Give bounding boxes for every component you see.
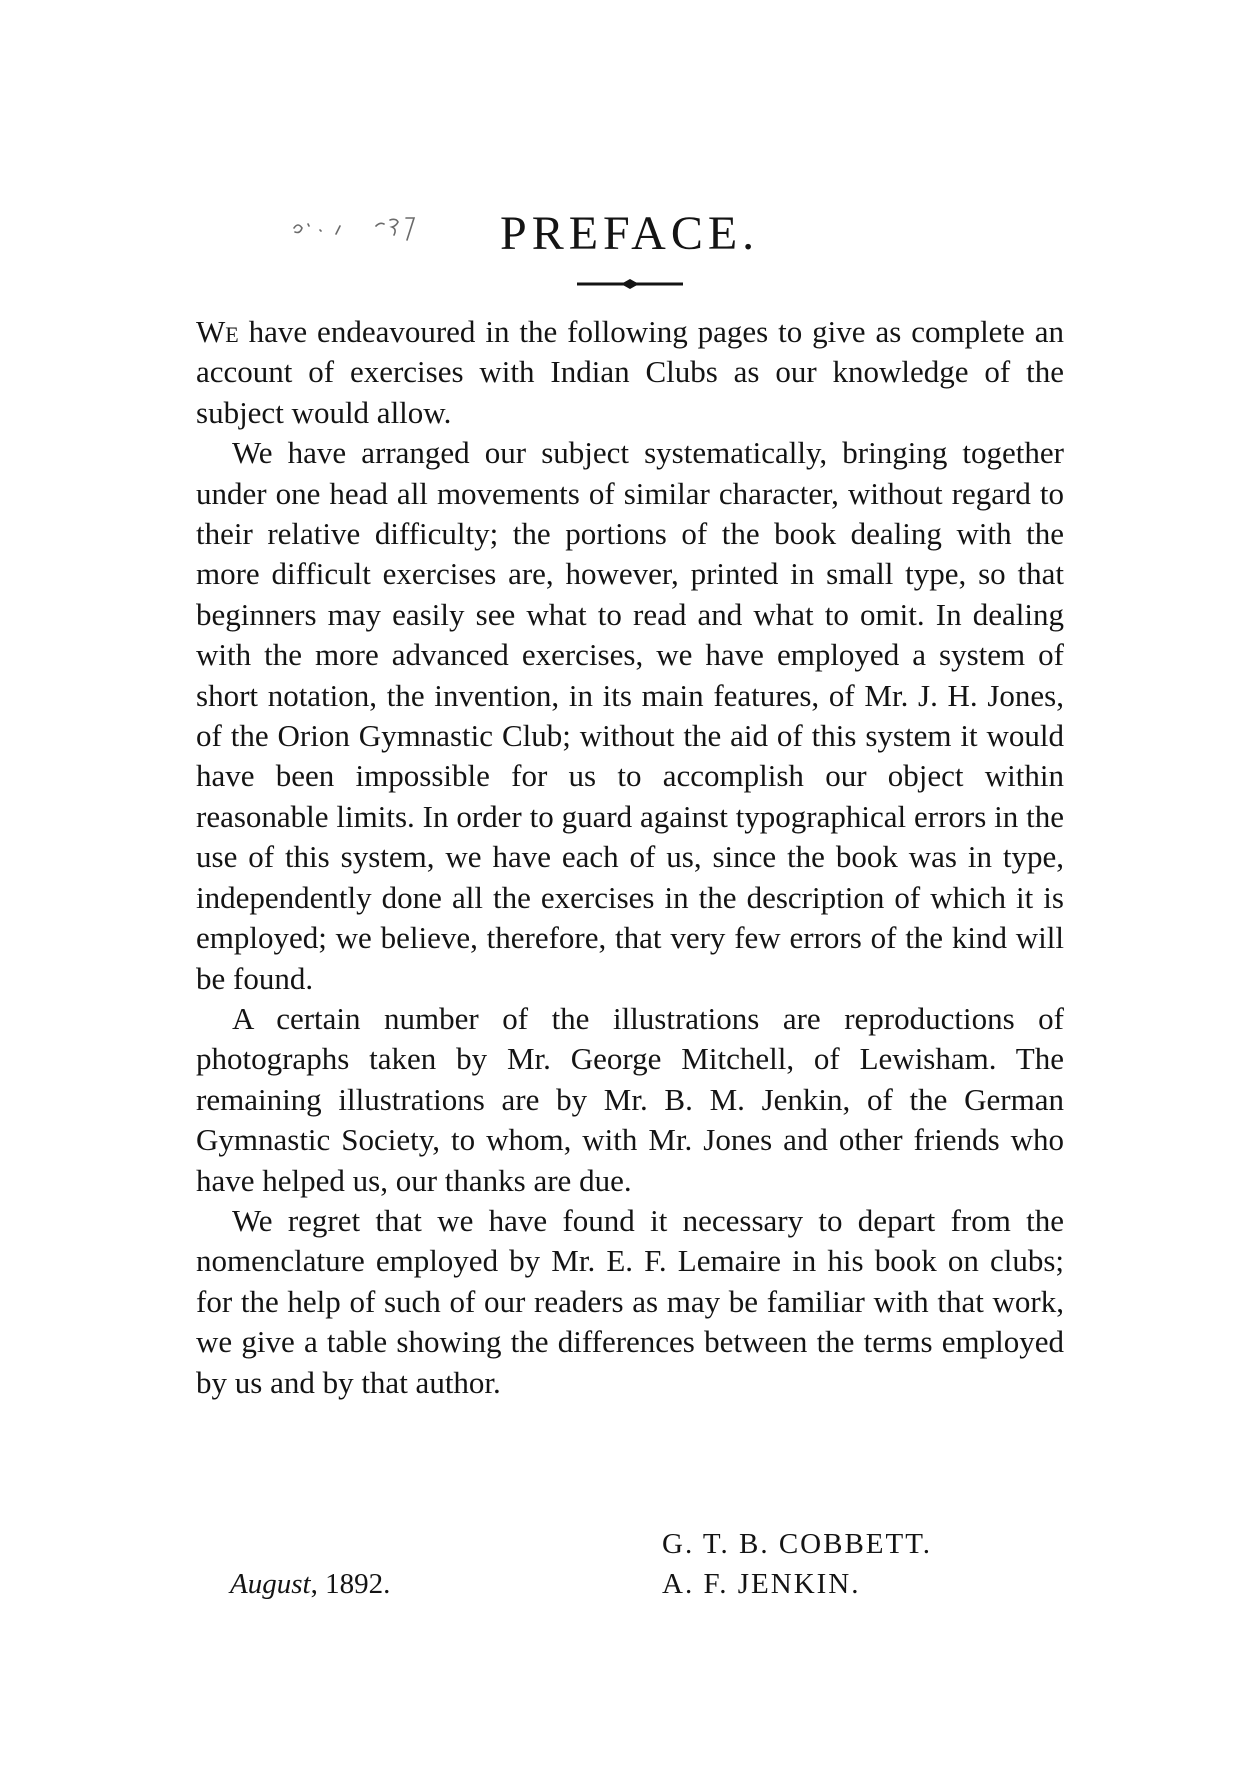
paragraph: We have arranged our subject systematically, bringing together under one head all movements of similar character, without regard to their relative difficulty; the portions of the book dealing with the more difficult exercises are, however, printed in small type, so that beginners may easily see what to read and what to omit. In dealing with the more advanced exercises, we have employed a system of short notation, the invention, in its main features, of Mr. J. H. Jones, of the Orion Gymnastic Club; without the aid of this system it would have been impossible for us to accomplish our object within reasonable limits. In order to guard against typographical errors in the use of this system, we have each of us, since the book was in type, independently done all the exercises in the description of which it is employed; we believe, therefore, that very few errors of the kind will be found. — [196, 435, 1064, 996]
paragraph-text: have endeavoured in the following pages to give as complete an account of exercises with Indian Clubs as our knowledge of the subject would allow. — [196, 314, 1064, 430]
signature-line: G. T. B. COBBETT. — [662, 1528, 933, 1560]
page-title: PREFACE. — [500, 207, 760, 260]
handwritten-pencil-mark — [288, 206, 488, 246]
paragraph-lead: We — [196, 314, 239, 349]
paragraph: A certain number of the illustrations are reproductions of photographs taken by Mr. George Mitchell, of Lewisham. The remaining illustrations are by Mr. B. M. Jenkin, of the German Gymnastic Society, to whom, with Mr. Jones and other friends who have helped us, our thanks are due. — [196, 1000, 1064, 1198]
signature-line: A. F. JENKIN. — [662, 1568, 861, 1600]
paragraph — [196, 312, 1064, 433]
decorative-rule — [577, 278, 683, 290]
paragraph: We regret that we have found it necessary to depart from the nomenclature employed by Mr. E. F. Lemaire in his book on clubs; for the help of such of our readers as may be familiar with that work, we give a table showing the differences between the terms employed by us and by that author. — [196, 1202, 1064, 1400]
date-year: , 1892. — [310, 1568, 391, 1600]
date-month: August — [230, 1568, 311, 1600]
preface-date — [230, 1564, 390, 1604]
preface-body — [196, 312, 1064, 1403]
signature-block — [662, 1524, 932, 1604]
